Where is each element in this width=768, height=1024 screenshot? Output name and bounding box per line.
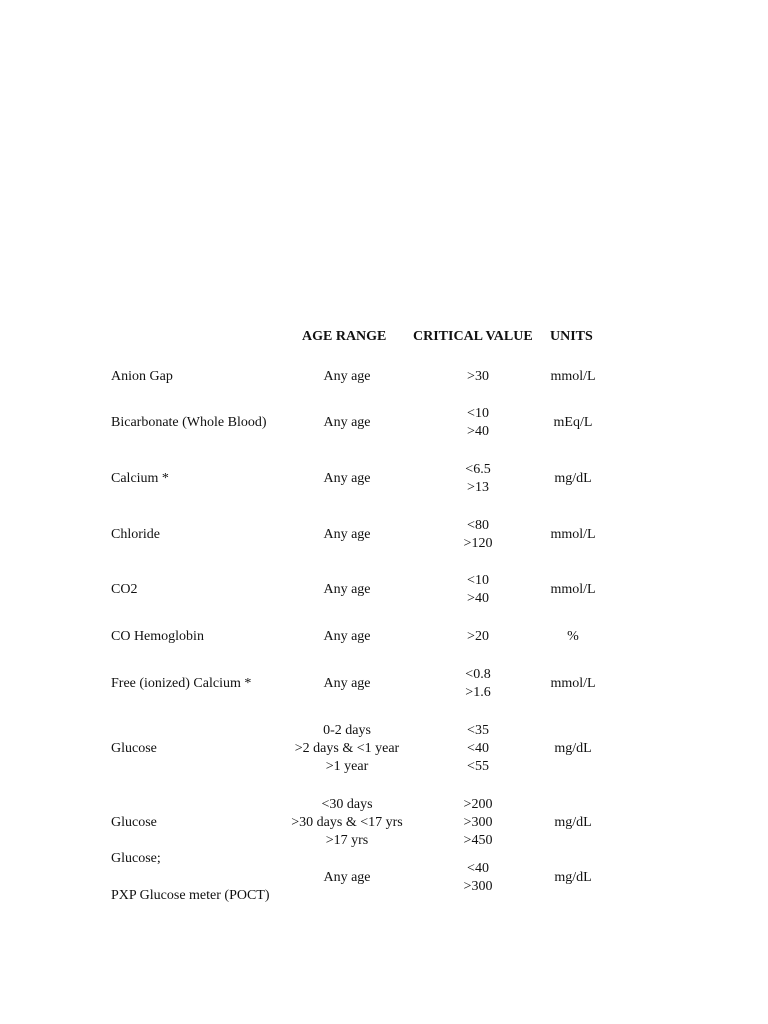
test-name-line: CO Hemoglobin xyxy=(111,629,204,644)
age-range xyxy=(272,721,422,776)
age-range-line: Any age xyxy=(323,582,371,597)
age-range-line: >1 year xyxy=(325,758,369,774)
critical-value-line: >1.6 xyxy=(465,685,491,700)
age-range-line: <30 days xyxy=(321,796,373,812)
critical-value-line: <40 xyxy=(467,740,489,756)
test-name-line: Calcium * xyxy=(111,471,169,486)
units xyxy=(523,795,623,850)
table-row xyxy=(0,368,768,386)
test-name-line: Glucose; xyxy=(111,851,161,866)
critical-value-line: >40 xyxy=(467,424,489,439)
units-value: mmol/L xyxy=(550,582,596,597)
age-range xyxy=(272,666,422,702)
table-row xyxy=(0,795,768,850)
test-name-line: Free (ionized) Calcium * xyxy=(111,676,252,691)
units xyxy=(523,850,623,905)
test-name-line: Chloride xyxy=(111,527,160,542)
critical-value-line: >300 xyxy=(463,878,493,894)
age-range xyxy=(272,628,422,646)
critical-value-line: >120 xyxy=(463,536,493,551)
critical-value-line: >13 xyxy=(467,480,489,495)
table-row xyxy=(0,721,768,776)
critical-value-line: <10 xyxy=(467,573,489,588)
table-row xyxy=(0,850,768,905)
critical-value-line: <40 xyxy=(467,860,489,876)
age-range xyxy=(272,795,422,850)
units-header: UNITS xyxy=(550,329,593,344)
critical-value-line: >300 xyxy=(463,814,493,830)
units xyxy=(523,405,623,441)
units-value: mg/dL xyxy=(554,814,592,830)
age-range-line: >30 days & <17 yrs xyxy=(291,814,403,830)
units xyxy=(523,666,623,702)
critical-value xyxy=(428,368,528,386)
critical-value-line: >40 xyxy=(467,591,489,606)
critical-value xyxy=(428,666,528,702)
age-range-line: Any age xyxy=(323,471,371,486)
table-row xyxy=(0,405,768,441)
age-range xyxy=(272,517,422,553)
table-row xyxy=(0,666,768,702)
critical-value-line: <0.8 xyxy=(465,667,491,682)
units-value: % xyxy=(567,629,579,644)
units-value: mg/dL xyxy=(554,869,592,885)
age-range xyxy=(272,850,422,905)
units-value: mEq/L xyxy=(553,415,593,430)
critical-value-line: >200 xyxy=(463,796,493,812)
critical-value-line: <55 xyxy=(467,758,489,774)
critical-value xyxy=(428,572,528,608)
age-range-line: >17 yrs xyxy=(325,832,369,848)
units xyxy=(523,572,623,608)
age-range-line: 0-2 days xyxy=(323,722,371,738)
test-name-line: Glucose xyxy=(111,814,157,830)
age-range xyxy=(272,405,422,441)
units-value: mg/dL xyxy=(554,740,592,756)
units xyxy=(523,461,623,497)
table-row xyxy=(0,517,768,553)
critical-value-line: >450 xyxy=(463,832,493,848)
critical-value xyxy=(428,628,528,646)
critical-value xyxy=(428,721,528,776)
age-range-line: Any age xyxy=(323,629,371,644)
units xyxy=(523,721,623,776)
critical-value xyxy=(428,795,528,850)
critical-value-header: CRITICAL VALUE xyxy=(413,329,533,344)
age-range xyxy=(272,461,422,497)
age-range xyxy=(272,368,422,386)
age-range-line: Any age xyxy=(323,527,371,542)
units xyxy=(523,628,623,646)
age-range-line: Any age xyxy=(323,869,371,885)
test-name-line: Bicarbonate (Whole Blood) xyxy=(111,415,267,430)
age-range-line: Any age xyxy=(323,369,371,384)
units xyxy=(523,517,623,553)
test-name-line: Anion Gap xyxy=(111,369,173,384)
age-range-line: Any age xyxy=(323,415,371,430)
critical-value-line: <6.5 xyxy=(465,462,491,477)
age-range xyxy=(272,572,422,608)
age-range-line: Any age xyxy=(323,676,371,691)
table-row xyxy=(0,572,768,608)
critical-value-line: >30 xyxy=(467,369,489,384)
critical-value-line: <35 xyxy=(467,722,489,738)
critical-value xyxy=(428,517,528,553)
test-name-line: CO2 xyxy=(111,582,138,597)
critical-value xyxy=(428,461,528,497)
critical-value-line: <10 xyxy=(467,406,489,421)
critical-value xyxy=(428,405,528,441)
critical-value-line: <80 xyxy=(467,518,489,533)
units xyxy=(523,368,623,386)
critical-value-line: >20 xyxy=(467,629,489,644)
table-row xyxy=(0,461,768,497)
units-value: mmol/L xyxy=(550,676,596,691)
critical-value xyxy=(428,850,528,905)
table-row xyxy=(0,628,768,646)
age-range-line: >2 days & <1 year xyxy=(294,740,400,756)
age-range-header: AGE RANGE xyxy=(302,329,387,344)
test-name-line: PXP Glucose meter (POCT) xyxy=(111,888,270,903)
test-name-line: Glucose xyxy=(111,740,157,756)
units-value: mmol/L xyxy=(550,369,596,384)
units-value: mmol/L xyxy=(550,527,596,542)
units-value: mg/dL xyxy=(554,471,592,486)
